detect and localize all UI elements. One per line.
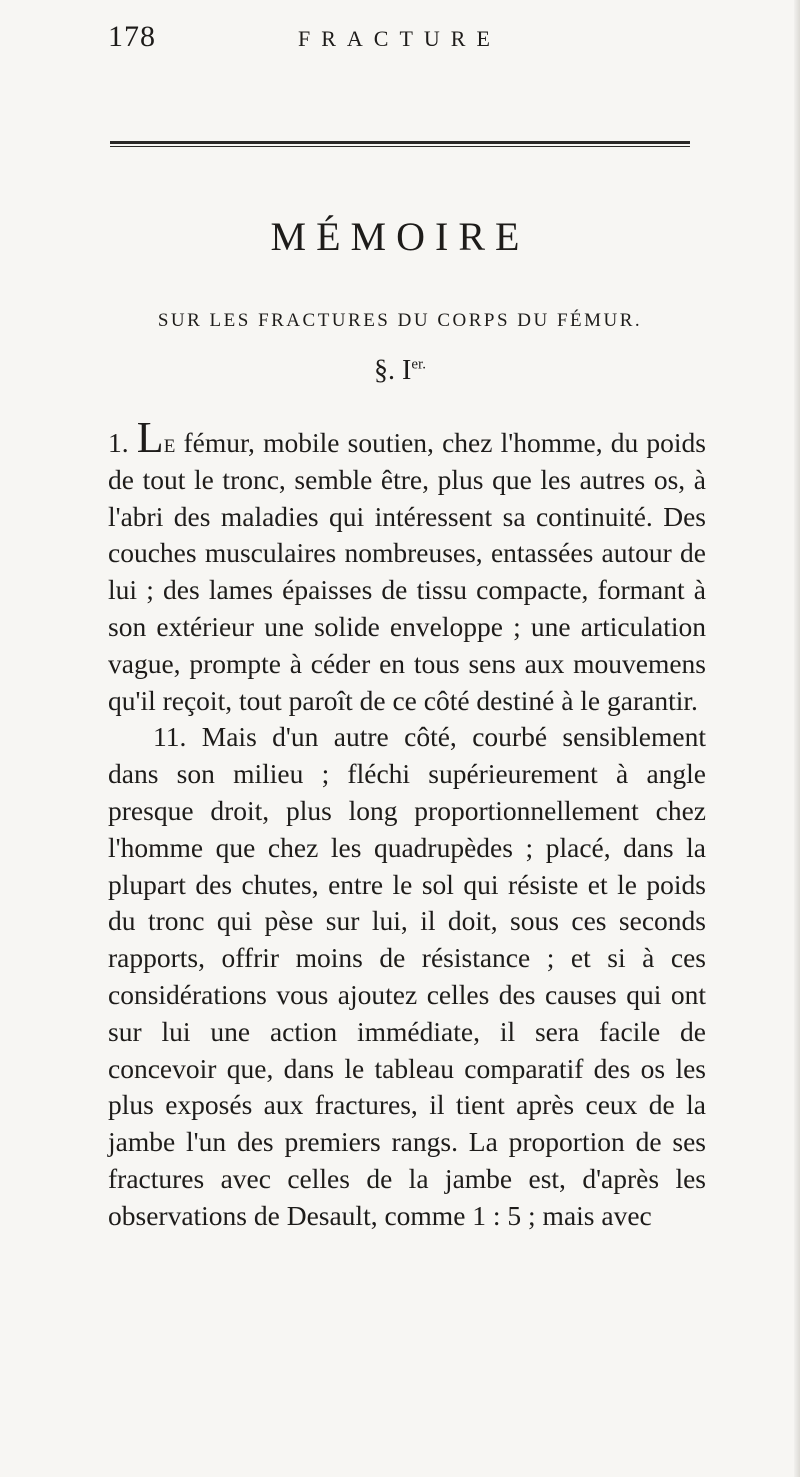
paragraph-1-text: fémur, mobile soutien, chez l'homme, du poids de tout le tronc, semble être, plus que les autres os, à l'abri des maladies qui intéressent sa continuité. Des couches musculaires nombreuses, entassées autour de lui ; des lames épaisses de tissu compacte, formant à son extérieur une solide enveloppe ; une articulation vague, prompte à céder en tous sens aux mouvemens qu'il reçoit, tout paroît de ce côté destiné à le garantir. [108,427,707,716]
paragraph-1 [108,413,707,719]
first-word-rest: e [163,427,176,458]
memoire-title: MÉMOIRE [270,214,530,259]
paragraph-1-number: 1. [108,427,129,458]
section-heading [0,355,800,387]
section-symbol: §. I [374,355,412,386]
double-rule-divider [110,141,690,147]
page-number: 178 [108,20,156,53]
running-title: FRACTURE [298,26,501,51]
memoire-subtitle: SUR LES FRACTURES DU CORPS DU FÉMUR. [157,310,643,331]
section-ordinal: er. [411,356,426,373]
paragraph-2-number: 11. [153,721,187,753]
paragraph-2 [108,719,706,1234]
paragraph-2-text: Mais d'un autre côté, courbé sensiblement dans son milieu ; fléchi supérieurement à angle presque droit, plus long proportionnellement chez l'homme que chez les quadrupèdes ; placé, dans la plupart des chutes, entre le sol qui résiste et le poids du tronc qui pèse sur lui, il doit, sous ces seconds rapports, offrir moins de résistance ; et si à ces considérations vous ajoutez celles des causes qui ont sur lui une action immédiate, il sera facile de concevoir que, dans le tableau comparatif des os les plus exposés aux fractures, il tient après ceux de la jambe l'un des premiers rangs. La proportion de ses fractures avec celles de la jambe est, d'après les observations de Desault, comme 1 : 5 ; mais avec [108,721,707,1231]
drop-cap: L [136,413,164,462]
running-head [108,20,730,60]
body-text [108,413,707,1235]
